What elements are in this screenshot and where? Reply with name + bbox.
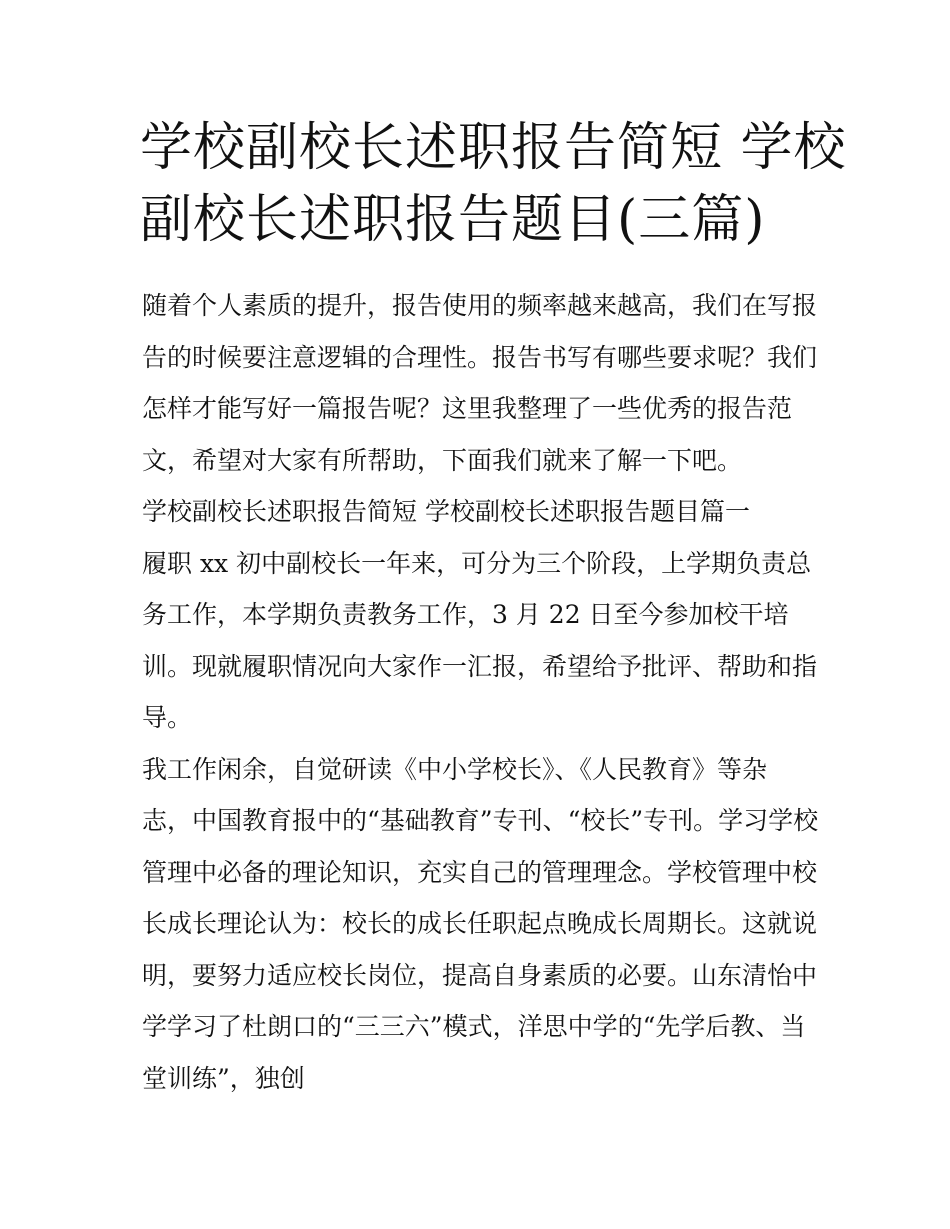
body-line: 文，希望对大家有所帮助，下面我们就来了解一下吧。 xyxy=(142,445,743,475)
body-line: 告的时候要注意逻辑的合理性。报告书写有哪些要求呢？我们 xyxy=(142,342,818,372)
title-line-2: 副校长述职报告题目(三篇) xyxy=(140,190,766,250)
body-line: 怎样才能写好一篇报告呢？这里我整理了一些优秀的报告范 xyxy=(142,394,793,423)
document-title xyxy=(140,112,847,256)
body-line: 管理中必备的理论知识，充实自己的管理理念。学校管理中校 xyxy=(142,857,818,887)
body-line: 长成长理论认为：校长的成长任职起点晚成长周期长。这就说 xyxy=(142,909,818,938)
body-line: 履职 xx 初中副校长一年来，可分为三个阶段，上学期负责总 xyxy=(142,548,812,578)
body-line: 我工作闲余，自觉研读《中小学校长》、《人民教育》等杂 xyxy=(142,754,768,784)
section-heading: 学校副校长述职报告简短 学校副校长述职报告题目篇一 xyxy=(142,497,750,526)
title-line-1: 学校副校长述职报告简短 学校 xyxy=(140,118,847,178)
body-line: 训。现就履职情况向大家作一汇报，希望给予批评、帮助和指 xyxy=(142,651,818,681)
body-line: 务工作，本学期负责教务工作，3 月 22 日至今参加校干培 xyxy=(142,600,789,629)
body-line: 堂训练”，独创 xyxy=(142,1063,305,1093)
body-line: 导。 xyxy=(142,703,193,732)
document-body xyxy=(142,280,822,1104)
body-line: 随着个人素质的提升，报告使用的频率越来越高，我们在写报 xyxy=(142,291,818,320)
body-line: 明，要努力适应校长岗位，提高自身素质的必要。山东清怡中 xyxy=(142,960,818,990)
body-line: 学学习了杜朗口的“三三六”模式，洋思中学的“先学后教、当 xyxy=(142,1012,806,1041)
body-line: 志，中国教育报中的“基础教育”专刊、“校长”专刊。学习学校 xyxy=(142,806,819,835)
